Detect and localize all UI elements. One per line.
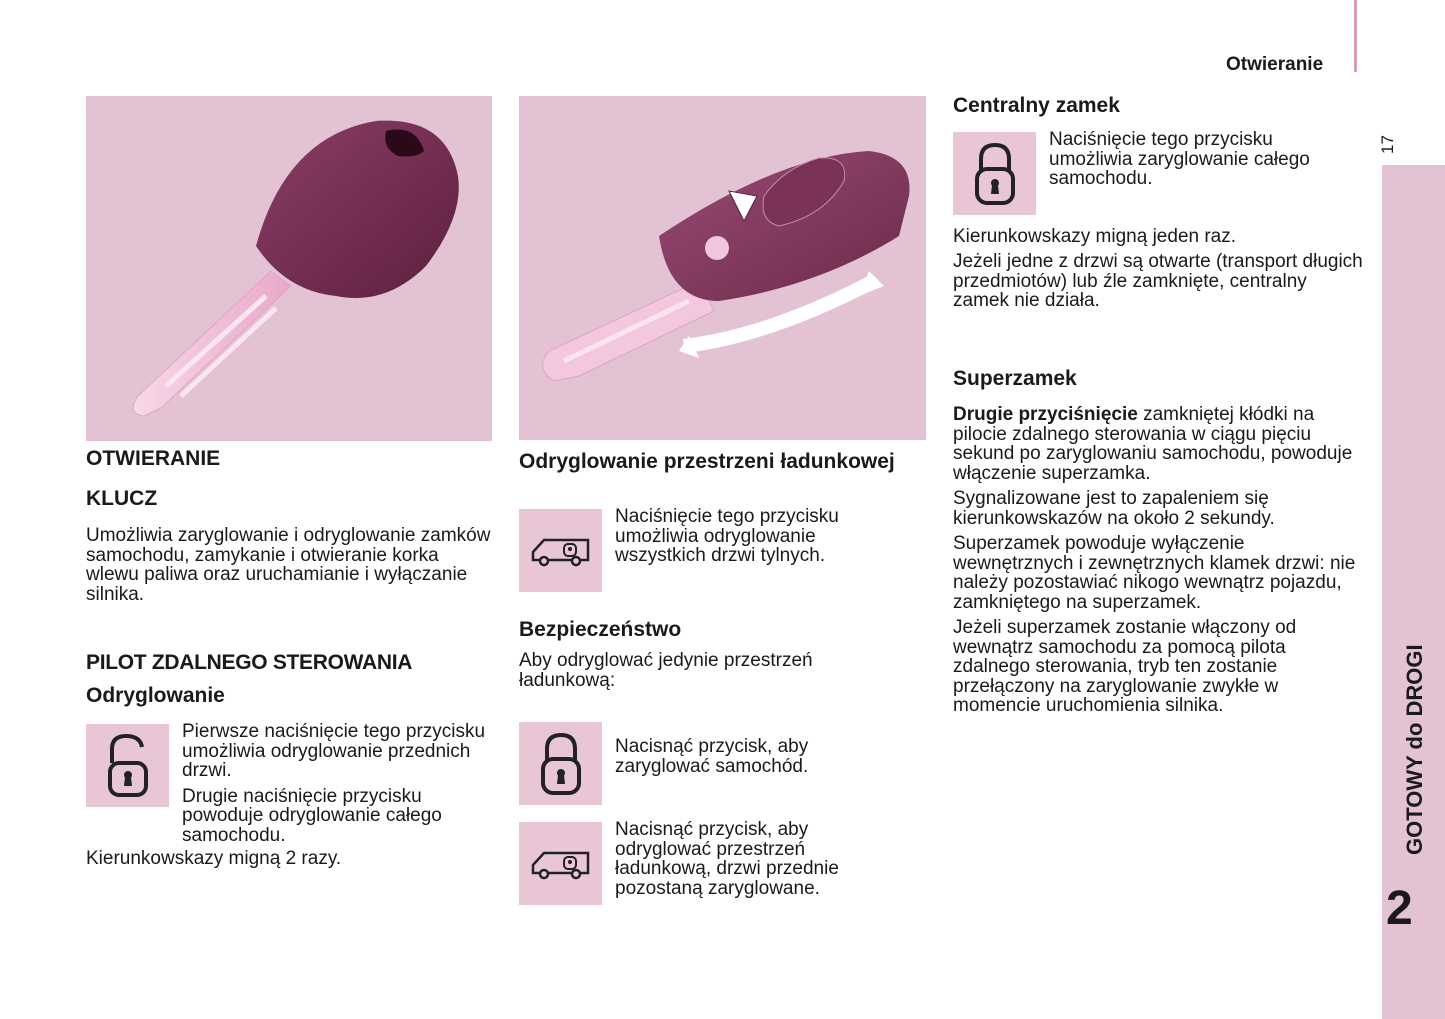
- cargo-unlock-button-icon: [519, 822, 602, 905]
- super-p4: Jeżeli superzamek zostanie włączony od wewnątrz samochodu za pomocą pilota zdalnego sterowania, tryb ten zostanie przełączony na zaryglowanie zwykłe w momencie uruchomienia silnika.: [953, 617, 1297, 716]
- heading-centralny: Centralny zamek: [953, 94, 1120, 117]
- super-p2: Sygnalizowane jest to zapaleniem się kierunkowskazów na około 2 sekundy.: [953, 488, 1275, 529]
- heading-otwieranie: OTWIERANIE: [86, 447, 221, 470]
- super-p3: Superzamek powoduje wyłączenie wewnętrznych i zewnętrznych klamek drzwi: nie należy pozostawiać nikogo wewnątrz pojazdu, zamkniętego na superzamek.: [953, 533, 1356, 613]
- van-icon: [530, 534, 592, 568]
- closed-padlock-icon: [539, 731, 583, 797]
- central-p1: Kierunkowskazy migną jeden raz.: [953, 226, 1237, 247]
- chapter-tab: [1382, 165, 1445, 1019]
- kierunkowskazy-2: Kierunkowskazy migną 2 razy.: [86, 848, 342, 869]
- page-header-title: Otwieranie: [1226, 54, 1324, 75]
- heading-pilot: PILOT ZDALNEGO STEROWANIA: [86, 651, 413, 674]
- ladunkowa-paragraph: Naciśnięcie tego przycisku umożliwia odryglowanie wszystkich drzwi tylnych.: [615, 506, 839, 566]
- heading-odryglowanie: Odryglowanie: [86, 684, 225, 707]
- key-drawing: [86, 96, 492, 441]
- odrygl-paragraph-2: Drugie naciśnięcie przycisku powoduje odryglowanie całego samochodu.: [182, 785, 442, 846]
- heading-klucz: KLUCZ: [86, 487, 158, 510]
- header-rule: [1354, 0, 1357, 72]
- folding-key-illustration: [519, 96, 926, 440]
- closed-padlock-icon-2: [973, 141, 1017, 207]
- odrygl-paragraph-1: Pierwsze naciśnięcie tego przycisku umożliwia odryglowanie przednich drzwi.: [182, 721, 486, 781]
- chapter-number: 2: [1386, 882, 1413, 935]
- odrygl-text: [182, 722, 492, 845]
- folding-key-drawing: [519, 96, 926, 440]
- step2-paragraph: Nacisnąć przycisk, aby odryglować przestrzeń ładunkową, drzwi przednie pozostaną zaryglowane.: [615, 819, 839, 899]
- central-paragraph: Naciśnięcie tego przycisku umożliwia zaryglowanie całego samochodu.: [1049, 129, 1310, 189]
- heading-ladunkowa: Odryglowanie przestrzeni ładunkowej: [519, 450, 895, 473]
- super-p1: [953, 405, 1363, 483]
- cargo-button-icon: [519, 509, 602, 592]
- page-number: 17: [1378, 135, 1397, 154]
- heading-bezpieczenstwo: Bezpieczeństwo: [519, 618, 682, 641]
- open-padlock-icon: [106, 733, 150, 799]
- step1-paragraph: Nacisnąć przycisk, aby zaryglować samochód.: [615, 736, 809, 777]
- super-p1-rest: zamkniętej kłódki na pilocie zdalnego sterowania w ciągu pięciu sekund po zaryglowaniu samochodu, powoduje włączenie superzamka.: [953, 404, 1353, 484]
- super-text: [953, 405, 1363, 716]
- klucz-paragraph: Umożliwia zaryglowanie i odryglowanie zamków samochodu, zamykanie i otwieranie korka wlewu paliwa oraz uruchamianie i wyłączanie silnika.: [86, 525, 491, 605]
- lock-button-icon: [519, 722, 602, 805]
- heading-superzamek: Superzamek: [953, 367, 1077, 390]
- key-illustration: [86, 96, 492, 441]
- super-bold: Drugie przyciśnięcie: [953, 404, 1138, 425]
- bezp-paragraph: Aby odryglować jedynie przestrzeń ładunkową:: [519, 650, 813, 691]
- van-icon-2: [530, 847, 592, 881]
- central-p2: Jeżeli jedne z drzwi są otwarte (transport długich przedmiotów) lub źle zamknięte, centralny zamek nie działa.: [953, 251, 1363, 311]
- chapter-label: GOTOWY do DROGI: [1402, 644, 1427, 855]
- unlock-button-icon: [86, 724, 169, 807]
- central-lock-icon: [953, 132, 1036, 215]
